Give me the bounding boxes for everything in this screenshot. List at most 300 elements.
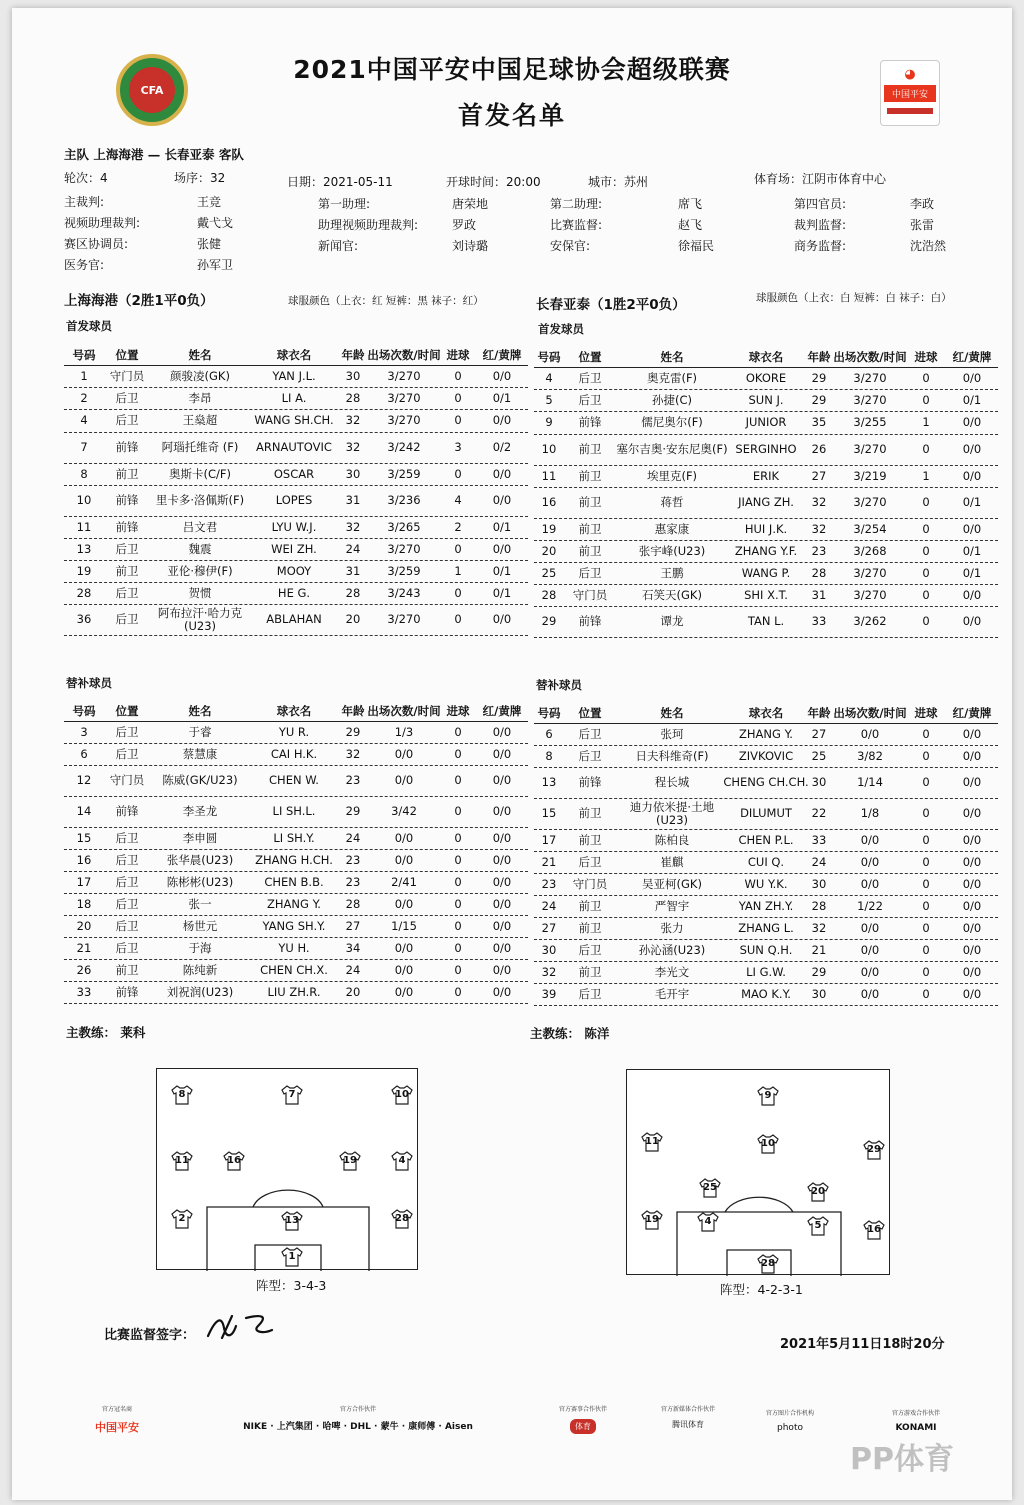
column-header: 红/黄牌 <box>482 703 522 718</box>
table-cell: 奥斯卡(C/F) <box>169 466 231 481</box>
home-formation-pitch <box>156 1068 418 1270</box>
table-cell: 前卫 <box>115 962 139 977</box>
table-cell: 32 <box>811 521 827 536</box>
table-cell: 34 <box>345 940 361 955</box>
table-cell: ZHANG Y. <box>739 726 793 741</box>
home-starter-row <box>64 517 528 539</box>
table-cell: 0 <box>922 442 930 457</box>
table-cell: 0/0 <box>394 830 414 845</box>
table-cell: 0/1 <box>962 495 982 510</box>
table-cell: 后卫 <box>115 830 139 845</box>
table-cell: 0/0 <box>962 587 982 602</box>
sponsor-media-name: 腾讯体育 <box>672 1420 704 1429</box>
home-sub-row <box>64 850 528 872</box>
table-cell: 22 <box>811 806 827 821</box>
away-shirt-number: 5 <box>814 1220 822 1231</box>
report-timestamp: 2021年5月11日18时20分 <box>780 1337 945 1352</box>
sponsor-event <box>548 1404 618 1434</box>
table-cell: 前卫 <box>578 964 602 979</box>
table-cell: 后卫 <box>115 541 139 556</box>
table-cell: 0/0 <box>962 468 982 483</box>
away-starter-row <box>534 519 998 541</box>
column-header: 姓名 <box>188 703 212 718</box>
sponsor-game <box>876 1408 956 1433</box>
table-cell: 前锋 <box>115 519 139 534</box>
home-team-title: 上海海港（2胜1平0负） <box>64 293 214 309</box>
table-cell: 0/0 <box>962 898 982 913</box>
column-header: 位置 <box>115 703 139 718</box>
away-shirt-icon <box>699 1178 721 1198</box>
table-cell: 3/270 <box>387 390 421 405</box>
official-value: 王竞 <box>197 195 222 209</box>
table-cell: 0/0 <box>492 724 512 739</box>
page-title: 2021中国平安中国足球协会超级联赛 <box>293 55 731 84</box>
table-cell: WANG P. <box>741 565 791 580</box>
table-cell: 12 <box>76 773 92 788</box>
sponsor-title-name: 中国平安 <box>95 1421 139 1434</box>
table-cell: 24 <box>345 541 361 556</box>
table-cell: 3 <box>454 440 462 455</box>
table-cell: 前卫 <box>578 832 602 847</box>
home-sub-row <box>64 828 528 850</box>
pingan-logo-mark: ◕ <box>904 67 916 82</box>
home-shirt-icon <box>171 1209 193 1229</box>
table-cell: 0 <box>922 986 930 1001</box>
table-cell: 0 <box>454 773 462 788</box>
table-cell: LOPES <box>275 493 313 508</box>
official-value: 徐福民 <box>678 239 715 253</box>
table-cell: 0/1 <box>962 543 982 558</box>
table-cell: LYU W.J. <box>271 519 317 534</box>
table-cell: YU H. <box>278 940 310 955</box>
table-cell: 35 <box>811 415 827 430</box>
table-cell: 0/1 <box>962 392 982 407</box>
official-label: 第二助理: <box>550 197 603 211</box>
table-cell: 毛开宇 <box>654 986 690 1001</box>
supervisor-signature <box>202 1308 282 1344</box>
table-cell: 29 <box>811 392 827 407</box>
table-cell: 13 <box>541 775 557 790</box>
table-cell: 20 <box>76 918 92 933</box>
table-cell: DILUMUT <box>740 806 792 821</box>
column-header: 年龄 <box>341 703 365 718</box>
table-cell: 张华晨(U23) <box>166 852 234 867</box>
table-cell: 20 <box>345 984 361 999</box>
table-cell: 0/0 <box>492 940 512 955</box>
away-shirt-number: 20 <box>811 1186 825 1197</box>
table-cell: 陈威(GK/U23) <box>162 773 238 788</box>
table-cell: 后卫 <box>115 413 139 428</box>
home-starters-label: 首发球员 <box>66 319 112 333</box>
table-cell: 0/0 <box>492 413 512 428</box>
table-cell: 后卫 <box>578 370 602 385</box>
table-cell: 28 <box>811 898 827 913</box>
home-shirt-number: 8 <box>178 1089 186 1100</box>
table-cell: 19 <box>76 563 92 578</box>
table-cell: 0/0 <box>860 964 880 979</box>
official-label: 助理视频助理裁判: <box>318 218 419 232</box>
table-cell: 27 <box>811 468 827 483</box>
home-starter-row <box>64 388 528 410</box>
home-shirt-number: 28 <box>395 1213 409 1224</box>
table-cell: 3/255 <box>853 415 887 430</box>
table-cell: 0 <box>454 541 462 556</box>
table-cell: 24 <box>541 898 557 913</box>
column-header: 号码 <box>537 349 561 364</box>
table-cell: ZHANG Y.F. <box>734 543 798 558</box>
table-cell: 后卫 <box>115 874 139 889</box>
table-cell: LI SH.Y. <box>273 830 315 845</box>
table-cell: 33 <box>811 832 827 847</box>
away-shirt-icon <box>697 1212 719 1232</box>
sponsor-partners-names: NIKE · 上汽集团 · 哈啤 · DHL · 蒙牛 · 康师傅 · Aisen <box>243 1422 473 1432</box>
table-cell: 0 <box>454 612 462 627</box>
table-cell: 32 <box>345 746 361 761</box>
table-cell: 守门员 <box>109 773 145 788</box>
table-cell: 0/0 <box>492 612 512 627</box>
away-team-title: 长春亚泰（1胜2平0负） <box>536 297 686 313</box>
table-cell: 27 <box>345 918 361 933</box>
table-cell: 张宇峰(U23) <box>638 543 706 558</box>
away-shirt-number: 9 <box>764 1090 772 1101</box>
home-shirt-icon <box>281 1247 303 1267</box>
table-cell: 0/0 <box>394 896 414 911</box>
table-cell: 0/0 <box>492 466 512 481</box>
table-cell: MAO K.Y. <box>741 986 791 1001</box>
column-header: 红/黄牌 <box>952 349 992 364</box>
home-starter-row <box>64 583 528 605</box>
table-cell: CAI H.K. <box>270 746 318 761</box>
table-cell: TAN L. <box>747 614 785 629</box>
away-coach: 主教练： 陈洋 <box>530 1026 610 1041</box>
table-cell: YANG SH.Y. <box>262 918 326 933</box>
official-value: 张健 <box>197 237 222 251</box>
table-cell: 9 <box>545 415 553 430</box>
table-cell: 20 <box>541 543 557 558</box>
table-cell: 36 <box>76 612 92 627</box>
away-shirt-number: 10 <box>761 1138 775 1149</box>
home-starter-row <box>64 539 528 561</box>
table-cell: 30 <box>345 466 361 481</box>
away-sub-header-row <box>534 704 998 724</box>
table-cell: 儒尼奥尔(F) <box>641 415 703 430</box>
table-cell: 石笑天(GK) <box>642 587 702 602</box>
table-cell: 29 <box>811 370 827 385</box>
official-label: 主裁判: <box>64 195 105 209</box>
table-cell: 0 <box>922 521 930 536</box>
table-cell: 塞尔吉奥·安东尼奥(F) <box>616 442 728 457</box>
away-starter-row <box>534 368 998 390</box>
table-cell: 0 <box>454 804 462 819</box>
table-cell: CHEN W. <box>269 773 319 788</box>
official-value: 刘诗璐 <box>452 239 489 253</box>
table-cell: 11 <box>541 468 557 483</box>
table-cell: 3/270 <box>387 368 421 383</box>
away-sub-row <box>534 746 998 768</box>
away-subs-label: 替补球员 <box>536 678 582 692</box>
table-cell: 0/0 <box>860 854 880 869</box>
column-header: 姓名 <box>188 347 212 362</box>
table-cell: 0/0 <box>492 918 512 933</box>
table-cell: 31 <box>345 493 361 508</box>
table-cell: 3/254 <box>853 521 887 536</box>
table-cell: 2 <box>454 519 462 534</box>
table-cell: 3/262 <box>853 614 887 629</box>
table-cell: 1/8 <box>860 806 880 821</box>
table-cell: 迪力依米提·土地(U23) <box>629 799 715 827</box>
away-shirt-icon <box>641 1210 663 1230</box>
cfa-logo-text: CFA <box>129 67 175 113</box>
table-cell: 10 <box>541 442 557 457</box>
column-header: 进球 <box>914 349 938 364</box>
table-cell: 23 <box>345 852 361 867</box>
home-sub-row <box>64 894 528 916</box>
table-cell: 0/0 <box>962 854 982 869</box>
table-cell: 前锋 <box>115 440 139 455</box>
table-cell: 后卫 <box>115 612 139 627</box>
away-sub-row <box>534 830 998 852</box>
page-subtitle: 首发名单 <box>457 101 566 130</box>
home-shirt-number: 10 <box>395 1089 409 1100</box>
table-cell: 李光文 <box>654 964 690 979</box>
venue-info: 体育场：江阴市体育中心 <box>754 172 887 186</box>
home-starter-row <box>64 433 528 464</box>
table-cell: 0/0 <box>394 773 414 788</box>
table-cell: 后卫 <box>578 942 602 957</box>
home-shirt-number: 4 <box>398 1155 406 1166</box>
table-cell: 24 <box>345 830 361 845</box>
official-label: 比赛监督: <box>550 218 603 232</box>
table-cell: 0/0 <box>962 442 982 457</box>
table-cell: 5 <box>545 392 553 407</box>
away-formation-label: 阵型：4-2-3-1 <box>720 1282 803 1297</box>
column-header: 姓名 <box>660 705 684 720</box>
column-header: 进球 <box>446 703 470 718</box>
table-cell: 26 <box>76 962 92 977</box>
table-cell: 0 <box>922 920 930 935</box>
table-cell: 3/270 <box>853 392 887 407</box>
table-cell: SUN Q.H. <box>739 942 793 957</box>
table-cell: 26 <box>811 442 827 457</box>
table-cell: 蔡慧康 <box>182 746 218 761</box>
away-shirt-number: 4 <box>704 1216 712 1227</box>
away-formation-pitch <box>626 1069 890 1275</box>
table-cell: 后卫 <box>578 986 602 1001</box>
home-shirt-icon <box>281 1085 303 1105</box>
table-cell: 0 <box>922 748 930 763</box>
table-cell: 3/270 <box>853 587 887 602</box>
table-cell: 0/0 <box>962 806 982 821</box>
table-cell: 埃里克(F) <box>646 468 698 483</box>
table-cell: 蒋哲 <box>660 495 684 510</box>
home-shirt-icon <box>391 1151 413 1171</box>
table-cell: 0 <box>454 368 462 383</box>
table-cell: 前卫 <box>578 442 602 457</box>
table-cell: 后卫 <box>115 746 139 761</box>
table-cell: 0/2 <box>492 440 512 455</box>
table-cell: LI G.W. <box>746 964 786 979</box>
table-cell: 7 <box>80 440 88 455</box>
away-shirt-number: 28 <box>761 1258 775 1269</box>
away-sub-row <box>534 852 998 874</box>
column-header: 出场次数/时间 <box>367 703 441 718</box>
table-cell: 3/270 <box>853 495 887 510</box>
table-cell: 前卫 <box>578 521 602 536</box>
column-header: 进球 <box>914 705 938 720</box>
match-line: 主队 上海海港 — 长春亚泰 客队 <box>64 147 244 162</box>
table-cell: 前锋 <box>578 415 602 430</box>
table-cell: 亚伦·穆伊(F) <box>167 563 233 578</box>
table-cell: 27 <box>541 920 557 935</box>
official-label: 医务官: <box>64 258 105 272</box>
table-cell: 28 <box>345 896 361 911</box>
table-cell: 3/270 <box>853 565 887 580</box>
home-shirt-number: 1 <box>288 1251 296 1262</box>
sponsor-event-name: 体育 <box>570 1419 596 1434</box>
table-cell: 0 <box>922 832 930 847</box>
home-shirt-number: 13 <box>285 1215 299 1226</box>
table-cell: ARNAUTOVIC <box>256 440 332 455</box>
table-cell: 3/243 <box>387 585 421 600</box>
table-cell: 30 <box>811 876 827 891</box>
official-value: 孙军卫 <box>197 258 234 272</box>
column-header: 红/黄牌 <box>482 347 522 362</box>
table-cell: 0/0 <box>962 370 982 385</box>
table-cell: ABLAHAN <box>266 612 322 627</box>
table-cell: 守门员 <box>109 368 145 383</box>
home-shirt-number: 11 <box>175 1155 189 1166</box>
table-cell: 0/0 <box>492 874 512 889</box>
table-cell: 28 <box>345 390 361 405</box>
table-cell: 0/0 <box>394 852 414 867</box>
table-cell: 0/0 <box>962 942 982 957</box>
table-cell: 28 <box>345 585 361 600</box>
table-cell: LI SH.L. <box>272 804 316 819</box>
table-cell: 守门员 <box>572 876 608 891</box>
table-cell: 10 <box>76 493 92 508</box>
table-cell: 0/0 <box>492 896 512 911</box>
home-shirt-number: 19 <box>343 1155 357 1166</box>
table-cell: 0/0 <box>860 942 880 957</box>
official-value: 张雷 <box>910 218 935 232</box>
column-header: 出场次数/时间 <box>367 347 441 362</box>
table-cell: 4 <box>545 370 553 385</box>
official-label: 视频助理裁判: <box>64 216 141 230</box>
column-header: 球衣名 <box>748 349 784 364</box>
table-cell: 3/265 <box>387 519 421 534</box>
column-header: 年龄 <box>807 349 831 364</box>
table-cell: 0/0 <box>860 726 880 741</box>
table-cell: WU Y.K. <box>744 876 788 891</box>
column-header: 位置 <box>115 347 139 362</box>
table-cell: 刘祝润(U23) <box>166 984 234 999</box>
away-sub-row <box>534 799 998 830</box>
table-cell: 0/0 <box>492 852 512 867</box>
column-header: 球衣名 <box>276 347 312 362</box>
table-cell: 0 <box>922 587 930 602</box>
away-penalty-arc <box>725 1197 793 1212</box>
table-cell: 前卫 <box>115 563 139 578</box>
table-cell: 33 <box>811 614 827 629</box>
sponsor-game-name: KONAMI <box>895 1423 937 1433</box>
table-cell: 前卫 <box>115 466 139 481</box>
table-cell: 阿瑙托维奇 (F) <box>161 440 239 455</box>
table-cell: 6 <box>545 726 553 741</box>
official-value: 戴弋戈 <box>197 216 234 230</box>
table-cell: 前锋 <box>115 493 139 508</box>
sponsor-media <box>648 1404 728 1430</box>
table-cell: 14 <box>76 804 92 819</box>
table-cell: 孙捷(C) <box>651 392 692 407</box>
official-label: 赛区协调员: <box>64 237 129 251</box>
table-cell: 0 <box>922 565 930 580</box>
table-cell: CHENG CH.CH. <box>723 775 809 790</box>
table-cell: 30 <box>541 942 557 957</box>
table-cell: 0/0 <box>962 986 982 1001</box>
sponsor-media-caption: 官方新媒体合作伙伴 <box>660 1406 715 1413</box>
table-cell: 0/0 <box>492 746 512 761</box>
home-shirt-number: 2 <box>178 1213 186 1224</box>
table-cell: WANG SH.CH. <box>254 413 334 428</box>
table-cell: 23 <box>541 876 557 891</box>
away-shirt-icon <box>757 1134 779 1154</box>
table-cell: 里卡多·洛佩斯(F) <box>155 493 245 508</box>
table-cell: 0/0 <box>962 748 982 763</box>
table-cell: 前锋 <box>115 984 139 999</box>
away-shirt-icon <box>863 1140 885 1160</box>
away-shirt-number: 25 <box>703 1182 717 1193</box>
table-cell: 后卫 <box>115 390 139 405</box>
away-starter-row <box>534 390 998 412</box>
away-starter-row <box>534 563 998 585</box>
table-cell: 张一 <box>188 896 212 911</box>
table-cell: ZHANG Y. <box>267 896 321 911</box>
away-sub-row <box>534 962 998 984</box>
table-cell: 0 <box>454 390 462 405</box>
away-sub-row <box>534 874 998 896</box>
away-starter-row <box>534 466 998 488</box>
table-cell: 33 <box>76 984 92 999</box>
away-sub-row <box>534 896 998 918</box>
table-cell: 0 <box>454 896 462 911</box>
table-cell: 30 <box>345 368 361 383</box>
table-cell: 崔麒 <box>660 854 684 869</box>
away-shirt-number: 19 <box>645 1214 659 1225</box>
table-cell: SHI X.T. <box>744 587 788 602</box>
table-cell: 1/15 <box>391 918 417 933</box>
table-cell: 前锋 <box>578 775 602 790</box>
table-cell: 0/0 <box>860 876 880 891</box>
table-cell: 21 <box>541 854 557 869</box>
table-cell: 13 <box>76 541 92 556</box>
table-cell: 3/270 <box>387 612 421 627</box>
table-cell: 0 <box>454 830 462 845</box>
table-cell: 39 <box>541 986 557 1001</box>
table-cell: 李昂 <box>188 390 212 405</box>
official-label: 新闻官: <box>318 239 359 253</box>
table-cell: 0/0 <box>394 962 414 977</box>
table-cell: 0/0 <box>394 940 414 955</box>
table-cell: 0 <box>922 854 930 869</box>
table-cell: 严智宇 <box>654 898 690 913</box>
away-sub-row <box>534 768 998 799</box>
table-cell: 前卫 <box>578 898 602 913</box>
pingan-logo-text: 中国平安 <box>884 85 936 102</box>
table-cell: 0 <box>454 940 462 955</box>
table-cell: 3/268 <box>853 543 887 558</box>
home-starter-row <box>64 366 528 388</box>
table-cell: 0 <box>922 392 930 407</box>
